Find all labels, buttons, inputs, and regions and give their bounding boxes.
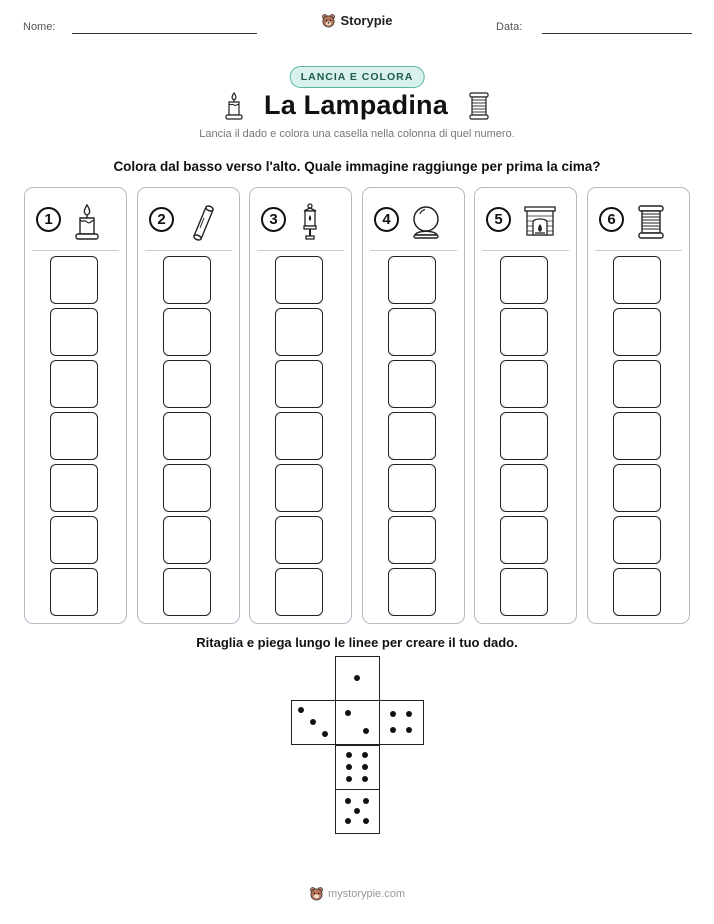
- column-header: [475, 202, 576, 242]
- column-2: [137, 187, 240, 624]
- color-cell[interactable]: [500, 360, 548, 408]
- color-cell[interactable]: [163, 412, 211, 460]
- die-pip: [363, 798, 369, 804]
- column-divider: [595, 250, 682, 251]
- color-cell[interactable]: [613, 516, 661, 564]
- column-number: 6: [599, 207, 624, 232]
- date-line: [542, 33, 692, 34]
- color-cell[interactable]: [275, 568, 323, 616]
- column-4: [362, 187, 465, 624]
- color-cell[interactable]: [163, 256, 211, 304]
- column-3: [249, 187, 352, 624]
- thread-spool-icon: [468, 91, 490, 121]
- die-pip: [346, 776, 352, 782]
- wood-log-icon: [186, 202, 216, 247]
- column-number: 2: [149, 207, 174, 232]
- die-pip: [345, 818, 351, 824]
- color-cell[interactable]: [613, 256, 661, 304]
- footer: [0, 886, 714, 901]
- page-title: La Lampadina: [264, 90, 448, 120]
- die-pip: [298, 707, 304, 713]
- color-cell[interactable]: [275, 256, 323, 304]
- color-cell[interactable]: [50, 308, 98, 356]
- die-face-4: [379, 700, 424, 745]
- column-number: 4: [374, 207, 399, 232]
- color-cell[interactable]: [50, 256, 98, 304]
- lantern-icon: [298, 202, 322, 247]
- color-cell[interactable]: [500, 256, 548, 304]
- color-cell[interactable]: [613, 412, 661, 460]
- color-cell[interactable]: [163, 568, 211, 616]
- die-face-6: [335, 745, 380, 790]
- color-cell[interactable]: [613, 568, 661, 616]
- candle-icon: [73, 202, 101, 247]
- color-cell[interactable]: [50, 516, 98, 564]
- bear-icon: [321, 13, 336, 28]
- color-cell[interactable]: [613, 308, 661, 356]
- die-pip: [363, 728, 369, 734]
- color-cell[interactable]: [163, 360, 211, 408]
- column-number: 1: [36, 207, 61, 232]
- color-cell[interactable]: [388, 412, 436, 460]
- die-pip: [406, 727, 412, 733]
- color-cell[interactable]: [613, 464, 661, 512]
- column-header: [588, 202, 689, 242]
- color-cell[interactable]: [50, 360, 98, 408]
- brand-name: Storypie: [340, 13, 393, 28]
- column-divider: [145, 250, 232, 251]
- column-6: [587, 187, 690, 624]
- color-cell[interactable]: [50, 464, 98, 512]
- color-cell[interactable]: [50, 568, 98, 616]
- color-cell[interactable]: [388, 464, 436, 512]
- name-line: [72, 33, 257, 34]
- color-cell[interactable]: [613, 360, 661, 408]
- column-divider: [370, 250, 457, 251]
- color-cell[interactable]: [388, 568, 436, 616]
- die-face-3: [291, 700, 336, 745]
- die-face-5: [335, 789, 380, 834]
- candle-icon: [224, 91, 244, 121]
- color-cell[interactable]: [275, 360, 323, 408]
- die-pip: [345, 710, 351, 716]
- color-cell[interactable]: [388, 308, 436, 356]
- column-header: [363, 202, 464, 242]
- die-pip: [362, 764, 368, 770]
- color-cell[interactable]: [500, 568, 548, 616]
- die-pip: [346, 764, 352, 770]
- date-label: Data:: [496, 21, 523, 33]
- color-cell[interactable]: [388, 516, 436, 564]
- cut-instruction: Ritaglia e piega lungo le linee per creare il tuo dado.: [196, 635, 518, 650]
- color-cell[interactable]: [275, 308, 323, 356]
- crystal-ball-icon: [411, 202, 441, 247]
- activity-badge: LANCIA E COLORA: [290, 66, 425, 88]
- column-1: [24, 187, 127, 624]
- brand-logo: [0, 13, 714, 28]
- cell-stack: [613, 256, 661, 620]
- color-cell[interactable]: [388, 256, 436, 304]
- fireplace-icon: [523, 204, 557, 243]
- name-label: Nome:: [23, 21, 56, 33]
- die-pip: [363, 818, 369, 824]
- color-cell[interactable]: [163, 516, 211, 564]
- die-face-2: [335, 700, 380, 745]
- cell-stack: [275, 256, 323, 620]
- instruction: Colora dal basso verso l'alto. Quale immagine raggiunge per prima la cima?: [113, 159, 601, 174]
- color-cell[interactable]: [275, 516, 323, 564]
- bear-icon: [309, 886, 324, 901]
- thread-spool-icon: [636, 202, 666, 247]
- color-cell[interactable]: [500, 516, 548, 564]
- cell-stack: [388, 256, 436, 620]
- die-pip: [322, 731, 328, 737]
- column-divider: [32, 250, 119, 251]
- die-pip: [310, 719, 316, 725]
- die-face-1: [335, 656, 380, 701]
- color-cell[interactable]: [275, 412, 323, 460]
- column-header: [138, 202, 239, 242]
- die-pip: [390, 711, 396, 717]
- die-pip: [390, 727, 396, 733]
- column-header: [250, 202, 351, 242]
- column-divider: [257, 250, 344, 251]
- title-row: [0, 90, 714, 121]
- column-number: 3: [261, 207, 286, 232]
- footer-url: mystorypie.com: [327, 887, 406, 900]
- cell-stack: [500, 256, 548, 620]
- die-pip: [354, 808, 360, 814]
- die-pip: [354, 675, 360, 681]
- color-cell[interactable]: [50, 412, 98, 460]
- column-5: [474, 187, 577, 624]
- die-pip: [346, 752, 352, 758]
- die-pip: [362, 776, 368, 782]
- color-columns: [24, 187, 690, 624]
- color-cell[interactable]: [388, 360, 436, 408]
- cell-stack: [163, 256, 211, 620]
- column-header: [25, 202, 126, 242]
- color-cell[interactable]: [275, 464, 323, 512]
- column-divider: [482, 250, 569, 251]
- column-number: 5: [486, 207, 511, 232]
- color-cell[interactable]: [500, 412, 548, 460]
- color-cell[interactable]: [163, 308, 211, 356]
- die-pip: [406, 711, 412, 717]
- subtitle: Lancia il dado e colora una casella nella colonna di quel numero.: [199, 128, 515, 140]
- cell-stack: [50, 256, 98, 620]
- die-pip: [345, 798, 351, 804]
- color-cell[interactable]: [163, 464, 211, 512]
- die-pip: [362, 752, 368, 758]
- color-cell[interactable]: [500, 464, 548, 512]
- color-cell[interactable]: [500, 308, 548, 356]
